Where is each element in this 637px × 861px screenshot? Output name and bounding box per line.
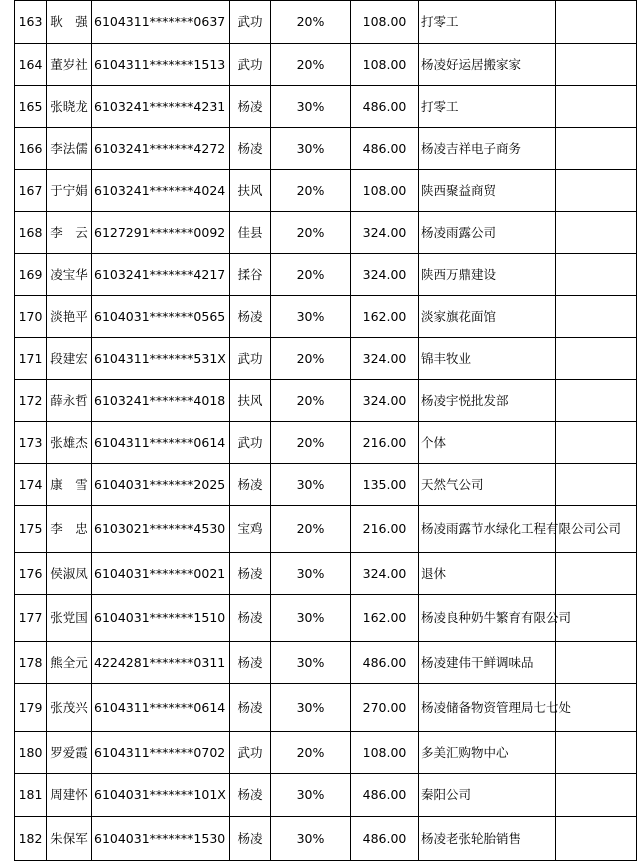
employer: 杨凌吉祥电子商务 bbox=[419, 128, 556, 170]
person-name: 张晓龙 bbox=[47, 86, 92, 128]
location: 杨凌 bbox=[230, 86, 271, 128]
row-number: 170 bbox=[15, 296, 47, 338]
row-number: 169 bbox=[15, 254, 47, 296]
employer: 陕西聚益商贸 bbox=[419, 170, 556, 212]
row-number: 173 bbox=[15, 422, 47, 464]
row-number: 166 bbox=[15, 128, 47, 170]
employer: 杨凌好运居搬家家 bbox=[419, 44, 556, 86]
table-row bbox=[15, 380, 637, 422]
ratio: 30% bbox=[271, 684, 351, 732]
location: 扶风 bbox=[230, 170, 271, 212]
ratio: 20% bbox=[271, 212, 351, 254]
table-row bbox=[15, 128, 637, 170]
table-row bbox=[15, 422, 637, 464]
location: 宝鸡 bbox=[230, 506, 271, 553]
amount: 216.00 bbox=[351, 506, 419, 553]
ratio: 20% bbox=[271, 1, 351, 44]
blank-cell bbox=[556, 212, 637, 254]
table-row bbox=[15, 86, 637, 128]
blank-cell bbox=[556, 86, 637, 128]
location: 杨凌 bbox=[230, 128, 271, 170]
ratio: 20% bbox=[271, 732, 351, 774]
amount: 486.00 bbox=[351, 774, 419, 817]
person-name: 张党国 bbox=[47, 595, 92, 642]
person-name: 耿 强 bbox=[47, 1, 92, 44]
id-number: 6104311*******531X bbox=[92, 338, 230, 380]
id-number: 6104311*******0614 bbox=[92, 684, 230, 732]
blank-cell bbox=[556, 732, 637, 774]
amount: 324.00 bbox=[351, 212, 419, 254]
employer: 个体 bbox=[419, 422, 556, 464]
row-number: 175 bbox=[15, 506, 47, 553]
location: 杨凌 bbox=[230, 296, 271, 338]
blank-cell bbox=[556, 1, 637, 44]
table-row bbox=[15, 338, 637, 380]
employer: 锦丰牧业 bbox=[419, 338, 556, 380]
person-name: 罗爱霞 bbox=[47, 732, 92, 774]
location: 武功 bbox=[230, 732, 271, 774]
ratio: 20% bbox=[271, 170, 351, 212]
id-number: 6103241*******4024 bbox=[92, 170, 230, 212]
amount: 486.00 bbox=[351, 817, 419, 861]
employer: 杨凌储备物资管理局七七处 bbox=[419, 684, 556, 732]
location: 武功 bbox=[230, 44, 271, 86]
ratio: 30% bbox=[271, 774, 351, 817]
id-number: 6103241*******4231 bbox=[92, 86, 230, 128]
ratio: 30% bbox=[271, 642, 351, 684]
amount: 486.00 bbox=[351, 86, 419, 128]
blank-cell bbox=[556, 642, 637, 684]
location: 杨凌 bbox=[230, 553, 271, 595]
row-number: 172 bbox=[15, 380, 47, 422]
id-number: 6104031*******1530 bbox=[92, 817, 230, 861]
table-row bbox=[15, 464, 637, 506]
amount: 135.00 bbox=[351, 464, 419, 506]
employer: 多美汇购物中心 bbox=[419, 732, 556, 774]
id-number: 6104311*******0702 bbox=[92, 732, 230, 774]
person-name: 熊全元 bbox=[47, 642, 92, 684]
employer: 天然气公司 bbox=[419, 464, 556, 506]
blank-cell bbox=[556, 553, 637, 595]
location: 武功 bbox=[230, 338, 271, 380]
blank-cell bbox=[556, 296, 637, 338]
employer: 秦阳公司 bbox=[419, 774, 556, 817]
table-row bbox=[15, 642, 637, 684]
amount: 162.00 bbox=[351, 296, 419, 338]
amount: 270.00 bbox=[351, 684, 419, 732]
ratio: 20% bbox=[271, 506, 351, 553]
person-name: 凌宝华 bbox=[47, 254, 92, 296]
ratio: 30% bbox=[271, 553, 351, 595]
blank-cell bbox=[556, 422, 637, 464]
row-number: 182 bbox=[15, 817, 47, 861]
person-name: 段建宏 bbox=[47, 338, 92, 380]
table-row bbox=[15, 296, 637, 338]
blank-cell bbox=[556, 44, 637, 86]
id-number: 6104311*******1513 bbox=[92, 44, 230, 86]
row-number: 165 bbox=[15, 86, 47, 128]
location: 武功 bbox=[230, 1, 271, 44]
table-row bbox=[15, 506, 637, 553]
row-number: 177 bbox=[15, 595, 47, 642]
row-number: 167 bbox=[15, 170, 47, 212]
blank-cell bbox=[556, 338, 637, 380]
table-row bbox=[15, 774, 637, 817]
employer: 杨凌宇悦批发部 bbox=[419, 380, 556, 422]
table-row bbox=[15, 44, 637, 86]
blank-cell bbox=[556, 464, 637, 506]
person-name: 李 忠 bbox=[47, 506, 92, 553]
location: 扶风 bbox=[230, 380, 271, 422]
row-number: 171 bbox=[15, 338, 47, 380]
blank-cell bbox=[556, 817, 637, 861]
id-number: 6104031*******2025 bbox=[92, 464, 230, 506]
row-number: 164 bbox=[15, 44, 47, 86]
employer: 淡家旗花面馆 bbox=[419, 296, 556, 338]
table-row bbox=[15, 170, 637, 212]
blank-cell bbox=[556, 128, 637, 170]
person-name: 侯淑凤 bbox=[47, 553, 92, 595]
location: 杨凌 bbox=[230, 684, 271, 732]
employer: 打零工 bbox=[419, 86, 556, 128]
person-name: 张茂兴 bbox=[47, 684, 92, 732]
table-row bbox=[15, 553, 637, 595]
employer: 杨凌雨露公司 bbox=[419, 212, 556, 254]
location: 佳县 bbox=[230, 212, 271, 254]
id-number: 6104031*******101X bbox=[92, 774, 230, 817]
blank-cell bbox=[556, 254, 637, 296]
employer: 杨凌雨露节水绿化工程有限公司公司 bbox=[419, 506, 556, 553]
amount: 324.00 bbox=[351, 380, 419, 422]
table-row bbox=[15, 212, 637, 254]
row-number: 174 bbox=[15, 464, 47, 506]
location: 杨凌 bbox=[230, 464, 271, 506]
amount: 108.00 bbox=[351, 732, 419, 774]
person-name: 李法儒 bbox=[47, 128, 92, 170]
id-number: 4224281*******0311 bbox=[92, 642, 230, 684]
table-row bbox=[15, 1, 637, 44]
table-row bbox=[15, 684, 637, 732]
ratio: 20% bbox=[271, 254, 351, 296]
blank-cell bbox=[556, 170, 637, 212]
ratio: 30% bbox=[271, 86, 351, 128]
row-number: 178 bbox=[15, 642, 47, 684]
id-number: 6103241*******4272 bbox=[92, 128, 230, 170]
table-row bbox=[15, 254, 637, 296]
amount: 108.00 bbox=[351, 44, 419, 86]
row-number: 180 bbox=[15, 732, 47, 774]
employer: 杨凌良种奶牛繁育有限公司 bbox=[419, 595, 556, 642]
ratio: 30% bbox=[271, 128, 351, 170]
ratio: 30% bbox=[271, 817, 351, 861]
id-number: 6127291*******0092 bbox=[92, 212, 230, 254]
table-row bbox=[15, 732, 637, 774]
blank-cell bbox=[556, 774, 637, 817]
ratio: 30% bbox=[271, 464, 351, 506]
id-number: 6104311*******0637 bbox=[92, 1, 230, 44]
location: 杨凌 bbox=[230, 642, 271, 684]
person-name: 于宁娟 bbox=[47, 170, 92, 212]
location: 武功 bbox=[230, 422, 271, 464]
id-number: 6104031*******0565 bbox=[92, 296, 230, 338]
ratio: 30% bbox=[271, 296, 351, 338]
id-number: 6104031*******0021 bbox=[92, 553, 230, 595]
person-name: 周建怀 bbox=[47, 774, 92, 817]
person-name: 康 雪 bbox=[47, 464, 92, 506]
amount: 324.00 bbox=[351, 338, 419, 380]
person-name: 张雄杰 bbox=[47, 422, 92, 464]
id-number: 6104031*******1510 bbox=[92, 595, 230, 642]
location: 揉谷 bbox=[230, 254, 271, 296]
row-number: 179 bbox=[15, 684, 47, 732]
ratio: 30% bbox=[271, 595, 351, 642]
location: 杨凌 bbox=[230, 817, 271, 861]
person-name: 朱保军 bbox=[47, 817, 92, 861]
employer: 杨凌老张轮胎销售 bbox=[419, 817, 556, 861]
employer: 杨凌建伟干鲜调味品 bbox=[419, 642, 556, 684]
ratio: 20% bbox=[271, 422, 351, 464]
person-name: 董岁社 bbox=[47, 44, 92, 86]
amount: 216.00 bbox=[351, 422, 419, 464]
blank-cell bbox=[556, 380, 637, 422]
row-number: 163 bbox=[15, 1, 47, 44]
records-table bbox=[14, 0, 637, 861]
id-number: 6104311*******0614 bbox=[92, 422, 230, 464]
id-number: 6103241*******4018 bbox=[92, 380, 230, 422]
table-row bbox=[15, 595, 637, 642]
table-row bbox=[15, 817, 637, 861]
ratio: 20% bbox=[271, 338, 351, 380]
person-name: 淡艳平 bbox=[47, 296, 92, 338]
row-number: 181 bbox=[15, 774, 47, 817]
amount: 486.00 bbox=[351, 128, 419, 170]
person-name: 李 云 bbox=[47, 212, 92, 254]
id-number: 6103241*******4217 bbox=[92, 254, 230, 296]
ratio: 20% bbox=[271, 44, 351, 86]
row-number: 168 bbox=[15, 212, 47, 254]
employer: 退休 bbox=[419, 553, 556, 595]
amount: 324.00 bbox=[351, 254, 419, 296]
amount: 486.00 bbox=[351, 642, 419, 684]
id-number: 6103021*******4530 bbox=[92, 506, 230, 553]
amount: 162.00 bbox=[351, 595, 419, 642]
location: 杨凌 bbox=[230, 774, 271, 817]
employer: 陕西万鼎建设 bbox=[419, 254, 556, 296]
employer: 打零工 bbox=[419, 1, 556, 44]
location: 杨凌 bbox=[230, 595, 271, 642]
person-name: 薛永哲 bbox=[47, 380, 92, 422]
row-number: 176 bbox=[15, 553, 47, 595]
amount: 108.00 bbox=[351, 1, 419, 44]
amount: 324.00 bbox=[351, 553, 419, 595]
ratio: 20% bbox=[271, 380, 351, 422]
amount: 108.00 bbox=[351, 170, 419, 212]
